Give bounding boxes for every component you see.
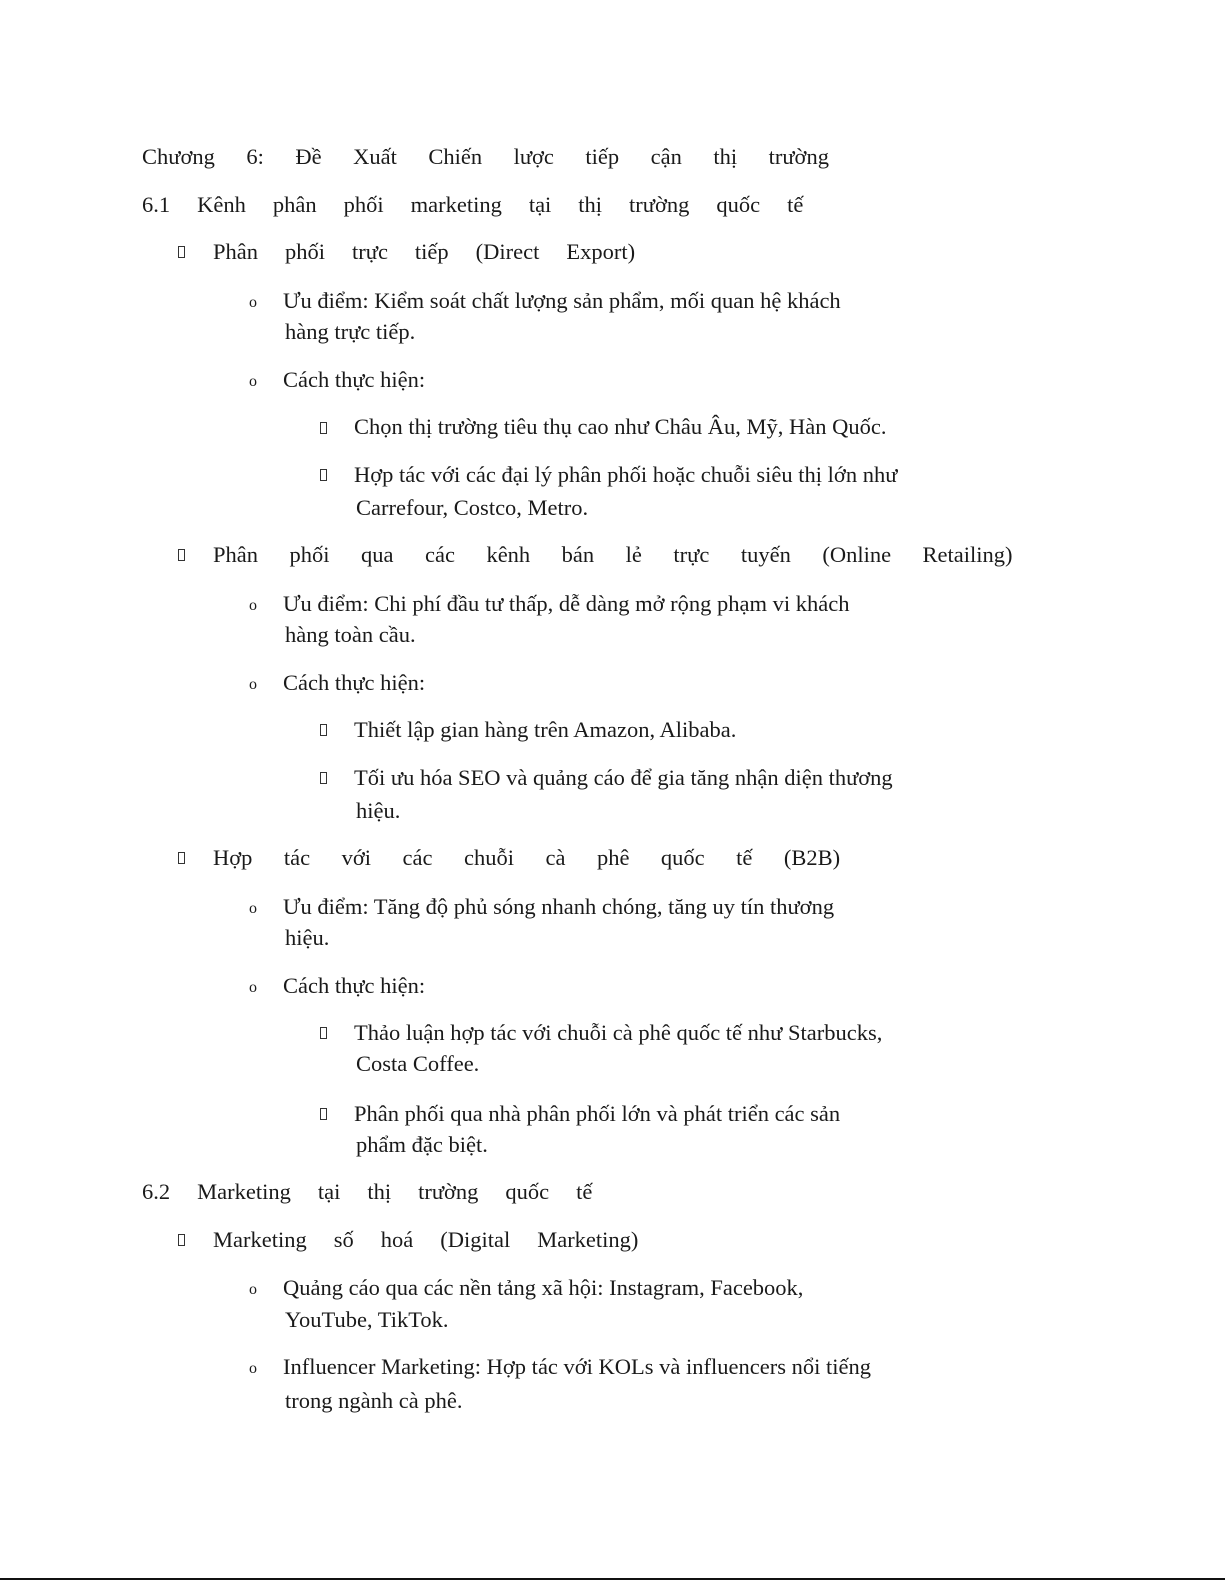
section-heading-6-2: 6.2 Marketing tại thị trường quốc tế [142, 1179, 593, 1204]
missing-glyph-bullet-icon [178, 246, 185, 258]
missing-glyph-bullet-icon [320, 422, 327, 434]
online-retailing-step-2-line1: Tối ưu hóa SEO và quảng cáo để gia tăng nhận diện thương [354, 765, 893, 790]
b2b-step-2-line2: phẩm đặc biệt. [356, 1132, 488, 1157]
missing-glyph-bullet-icon [178, 1234, 185, 1246]
b2b-step-2-line1: Phân phối qua nhà phân phối lớn và phát triển các sản [354, 1101, 841, 1126]
sub-bullet-o: o [249, 676, 257, 693]
online-retailing-advantage-line2: hàng toàn cầu. [285, 622, 416, 647]
online-retailing-how: Cách thực hiện: [283, 670, 426, 695]
page-bottom-border [0, 1578, 1225, 1580]
influencer-marketing-line2: trong ngành cà phê. [285, 1388, 463, 1413]
sub-bullet-o: o [249, 294, 257, 311]
online-retailing-step-2-line2: hiệu. [356, 798, 401, 823]
bullet-direct-export: Phân phối trực tiếp (Direct Export) [213, 239, 636, 264]
bullet-b2b: Hợp tác với các chuỗi cà phê quốc tế (B2B) [213, 845, 841, 870]
direct-export-step-2-line2: Carrefour, Costco, Metro. [356, 495, 589, 520]
section-heading-6-1: 6.1 Kênh phân phối marketing tại thị trường quốc tế [142, 192, 804, 217]
missing-glyph-bullet-icon [320, 724, 327, 736]
missing-glyph-bullet-icon [178, 852, 185, 864]
b2b-advantage-line2: hiệu. [285, 925, 330, 950]
online-retailing-step-1: Thiết lập gian hàng trên Amazon, Alibaba. [354, 717, 737, 742]
direct-export-how: Cách thực hiện: [283, 367, 426, 392]
missing-glyph-bullet-icon [320, 772, 327, 784]
b2b-step-1-line1: Thảo luận hợp tác với chuỗi cà phê quốc tế như Starbucks, [354, 1020, 883, 1045]
direct-export-step-1: Chọn thị trường tiêu thụ cao như Châu Âu, Mỹ, Hàn Quốc. [354, 414, 887, 439]
sub-bullet-o: o [249, 979, 257, 996]
influencer-marketing-line1: Influencer Marketing: Hợp tác với KOLs và influencers nổi tiếng [283, 1354, 871, 1379]
chapter-title: Chương 6: Đề Xuất Chiến lược tiếp cận thị trường [142, 144, 829, 169]
bullet-online-retailing: Phân phối qua các kênh bán lẻ trực tuyến (Online Retailing) [213, 542, 1013, 567]
missing-glyph-bullet-icon [178, 549, 185, 561]
direct-export-advantage-line2: hàng trực tiếp. [285, 319, 416, 344]
sub-bullet-o: o [249, 900, 257, 917]
direct-export-step-2-line1: Hợp tác với các đại lý phân phối hoặc chuỗi siêu thị lớn như [354, 462, 898, 487]
digital-social-ads-line1: Quảng cáo qua các nền tảng xã hội: Instagram, Facebook, [283, 1275, 804, 1300]
sub-bullet-o: o [249, 1281, 257, 1298]
direct-export-advantage-line1: Ưu điểm: Kiểm soát chất lượng sản phẩm, mối quan hệ khách [283, 288, 841, 313]
digital-social-ads-line2: YouTube, TikTok. [285, 1307, 449, 1332]
missing-glyph-bullet-icon [320, 1027, 327, 1039]
b2b-advantage-line1: Ưu điểm: Tăng độ phủ sóng nhanh chóng, tăng uy tín thương [283, 894, 835, 919]
b2b-how: Cách thực hiện: [283, 973, 426, 998]
sub-bullet-o: o [249, 597, 257, 614]
b2b-step-1-line2: Costa Coffee. [356, 1051, 480, 1076]
bullet-digital-marketing: Marketing số hoá (Digital Marketing) [213, 1227, 639, 1252]
sub-bullet-o: o [249, 373, 257, 390]
online-retailing-advantage-line1: Ưu điểm: Chi phí đầu tư thấp, dễ dàng mở rộng phạm vi khách [283, 591, 850, 616]
missing-glyph-bullet-icon [320, 469, 327, 481]
missing-glyph-bullet-icon [320, 1108, 327, 1120]
sub-bullet-o: o [249, 1360, 257, 1377]
